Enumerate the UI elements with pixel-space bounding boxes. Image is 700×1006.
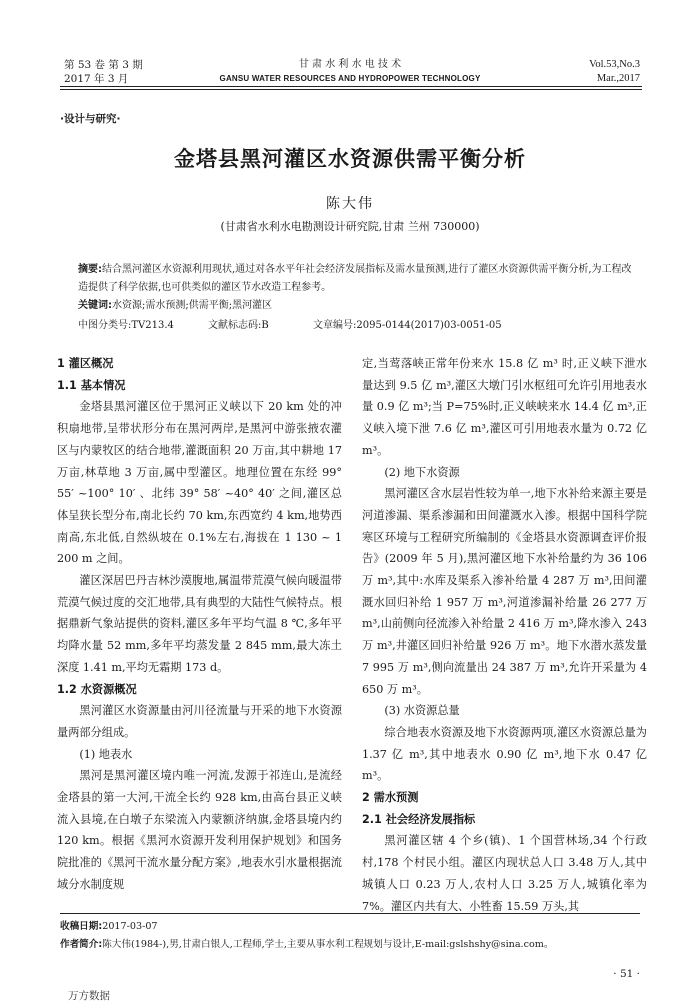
keywords [78,297,638,315]
database-brand: 万方数据 [68,990,110,1002]
subheading-surface-water: (1) 地表水 [79,747,133,761]
received-date [60,918,650,936]
section-heading-1-2: 1.2 水资源概况 [57,682,137,696]
paper-title: 金塔县黑河灌区水资源供需平衡分析 [174,147,526,171]
section-heading-2-1: 2.1 社会经济发展指标 [362,812,476,826]
footnote [60,918,650,954]
header-rule [60,86,642,87]
clc-number: 中图分类号:TV213.4 [78,320,174,331]
header-rule-thin [60,89,642,90]
doc-code: 文献标志码:B [208,320,269,331]
section-heading-1: 1 灌区概况 [57,357,114,370]
page-number: · 51 · [613,968,640,980]
meta-row [78,316,638,331]
bio-label: 作者简介: [60,939,103,950]
subheading-groundwater: (2) 地下水资源 [384,465,460,479]
left-column [57,353,342,896]
received-label: 收稿日期: [60,921,103,932]
section-heading-2: 2 需水预测 [362,791,419,805]
abstract-label: 摘要: [78,264,102,275]
paragraph: 黑河灌区辖 4 个乡(镇)、1 个国营林场,34 个行政村,178 个村民小组。灌区内现状总人口 3.48 万人,其中城镇人口 0.23 万人,农村人口 3.25 万人,城镇化率为 7%。灌区内共有大、小牲畜 15.59 万头,其 [362,834,647,913]
paragraph: 金塔县黑河灌区位于黑河正义峡以下 20 km 处的冲积扇地带,呈带状形分布在黑河两岸,是黑河中游张掖农灌区与内蒙牧区的结合地带,灌溉面积 20 万亩,其中耕地 17 万亩,林草地 3 万亩,属中型灌区。地理位置在东经 99° 55′ ~100° 10′ 、北纬 39° 58′ ~40° 40′ 之间,灌区总体呈狭长型分布,南北长约 70 km,东西宽约 4 km,地势西南高,东北低,自然纵坡在 0.1%左右,海拔在 1 130 ~ 1 200 m 之间。 [57,400,342,566]
header-date-cn: 2017 年 3 月 [64,73,129,85]
author-name: 陈大伟 [326,196,374,212]
header-date-en: Mar.,2017 [596,73,640,84]
paragraph: 黑河是黑河灌区境内唯一河流,发源于祁连山,是流经金塔县的第一大河,干流全长约 928 km,由高台县正义峡流入县境,在白墩子东梁流入内蒙额济纳旗,金塔县境内约 120 km。根据《黑河水资源开发利用保护规划》和国务院批准的《黑河干流水量分配方案》,地表水引水量根据流域分水制度规 [57,769,342,891]
header-volume-en [589,58,640,86]
header-vol-cn: 第 53 卷 第 3 期 [64,59,143,71]
header-vol-en: Vol.53,No.3 [589,59,640,70]
keywords-label: 关键词: [78,300,112,311]
paragraph: 综合地表水资源及地下水资源两项,灌区水资源总量为 1.37 亿 m³,其中地表水 0.90 亿 m³,地下水 0.47 亿 m³。 [362,725,647,783]
received-value: 2017-03-07 [102,921,158,932]
paragraph: 黑河灌区水资源量由河川径流量与开采的地下水资源量两部分组成。 [57,704,342,739]
subheading-total-water: (3) 水资源总量 [384,704,460,718]
journal-name-en: GANSU WATER RESOURCES AND HYDROPOWER TECHNOLOGY [219,74,481,83]
right-column [362,353,647,917]
section-tag: ·设计与研究· [60,113,121,125]
abstract-text: 结合黑河灌区水资源利用现状,通过对各水平年社会经济发展指标及需水量预测,进行了灌区水资源供需平衡分析,为工程改造提供了科学依据,也可供类似的灌区节水改造工程参考。 [78,264,632,293]
paragraph: 定,当莺落峡正常年份来水 15.8 亿 m³ 时,正义峡下泄水量达到 9.5 亿 m³,灌区大墩门引水枢纽可允许引用地表水量 0.9 亿 m³;当 P=75%时,正义峡峡来水 14.4 亿 m³,正义峡入境下泄 7.6 亿 m³,灌区可引用地表水量为 0.72 亿 m³。 [362,357,647,457]
article-number: 文章编号:2095-0144(2017)03-0051-05 [313,320,502,331]
bio-text: 陈大伟(1984-),男,甘肃白银人,工程师,学士,主要从事水利工程规划与设计,E-mail:gslshshy@sina.com。 [102,939,554,950]
journal-name-cn: 甘 肃 水 利 水 电 技 术 [298,59,402,70]
section-heading-1-1: 1.1 基本情况 [57,378,126,392]
paragraph: 黑河灌区含水层岩性较为单一,地下水补给来源主要是河道渗漏、渠系渗漏和田间灌溉水入渗。根据中国科学院寒区环境与工程研究所编制的《金塔县水资源调查评价报告》(2009 年 5 月),黑河灌区地下水补给量约为 36 106 万 m³,其中:水库及渠系入渗补给量 4 287 万 m³,田间灌溉水回归补给 1 957 万 m³,河道渗漏补给量 26 277 万 m³,山前侧向径流渗入补给量 2 416 万 m³,降水渗入 243 万 m³,井灌区回归补给量 926 万 m³。地下水潜水蒸发量 7 995 万 m³,侧向流量出 24 387 万 m³,允许开采量为 4 650 万 m³。 [362,487,647,696]
abstract [78,261,638,297]
footnote-rule [60,913,640,914]
author-bio [60,936,650,954]
paragraph: 灌区深居巴丹吉林沙漠腹地,属温带荒漠气候向暖温带荒漠气候过度的交汇地带,具有典型的大陆性气候特点。根据鼎新气象站提供的资料,灌区多年平均气温 8 ℃,多年平均降水量 52 mm,多年平均蒸发量 2 845 mm,最大冻土深度 1.41 m,平均无霜期 173 d。 [57,574,342,674]
abstract-block [78,261,638,315]
affiliation: (甘肃省水利水电勘测设计研究院,甘肃 兰州 730000) [220,220,480,233]
keywords-text: 水资源;需水预测;供需平衡;黑河灌区 [112,300,273,311]
